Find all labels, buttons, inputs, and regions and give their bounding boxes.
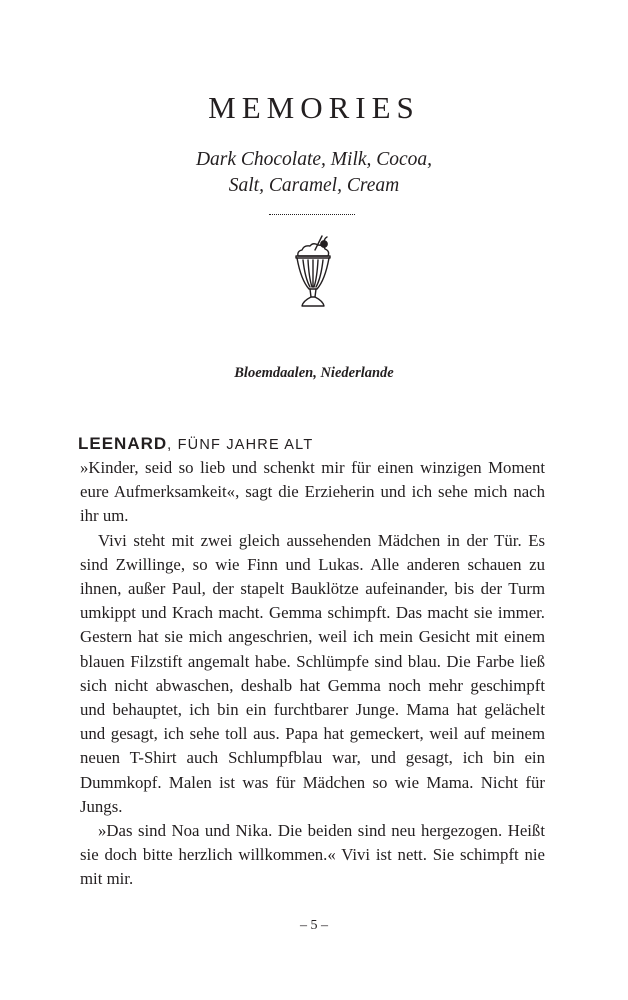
milkshake-glass-icon — [289, 234, 337, 310]
narrator-heading — [78, 434, 313, 455]
location-line: Bloemdaalen, Niederlande — [234, 365, 394, 381]
paragraph: Vivi steht mit zwei gleich aussehenden Mädchen in der Tür. Es sind Zwillinge, so wie Finn und Lukas. Alle anderen schauen zu ihnen, außer Paul, der stapelt Bauklötze aufeinander, bis der Turm umkippt und Krach macht. Gemma schimpft. Das macht sie immer. Gestern hat sie mich angeschrien, weil ich mein Gesicht mit einem blauen Filzstift angemalt habe. Schlümpfe sind blau. Die Farbe ließ sich nicht abwaschen, deshalb hat Gemma noch mehr geschimpft und behauptet, ich bin ein furchtbarer Junge. Mama hat gelächelt und gesagt, ich sehe toll aus. Papa hat gemeckert, weil auf meinem neuen T-Shirt auch Schlumpfblau war, und gesagt, ich bin ein Dummkopf. Malen ist was für Mädchen so wie Mama. Nicht für Jungs. — [80, 530, 545, 816]
dotted-divider — [269, 214, 355, 215]
narrator-name: LEENARD — [78, 434, 168, 453]
chapter-title: MEMORIES — [208, 90, 420, 125]
body-text — [80, 456, 545, 892]
chapter-subtitle — [0, 147, 628, 199]
subtitle-line: Salt, Caramel, Cream — [228, 175, 400, 196]
paragraph: »Das sind Noa und Nika. Die beiden sind neu hergezogen. Heißt sie doch bitte herzlich willkommen.« Vivi ist nett. Sie schimpft nie mit mir. — [80, 821, 545, 889]
page-number: – 5 – — [300, 918, 328, 933]
paragraph: »Kinder, seid so lieb und schenkt mir für einen winzigen Moment eure Aufmerksamkeit«, sagt die Erzieherin und ich sehe mich nach ihr um. — [80, 458, 545, 526]
subtitle-line: Dark Chocolate, Milk, Cocoa, — [195, 149, 433, 170]
narrator-age: , FÜNF JAHRE ALT — [167, 437, 314, 453]
